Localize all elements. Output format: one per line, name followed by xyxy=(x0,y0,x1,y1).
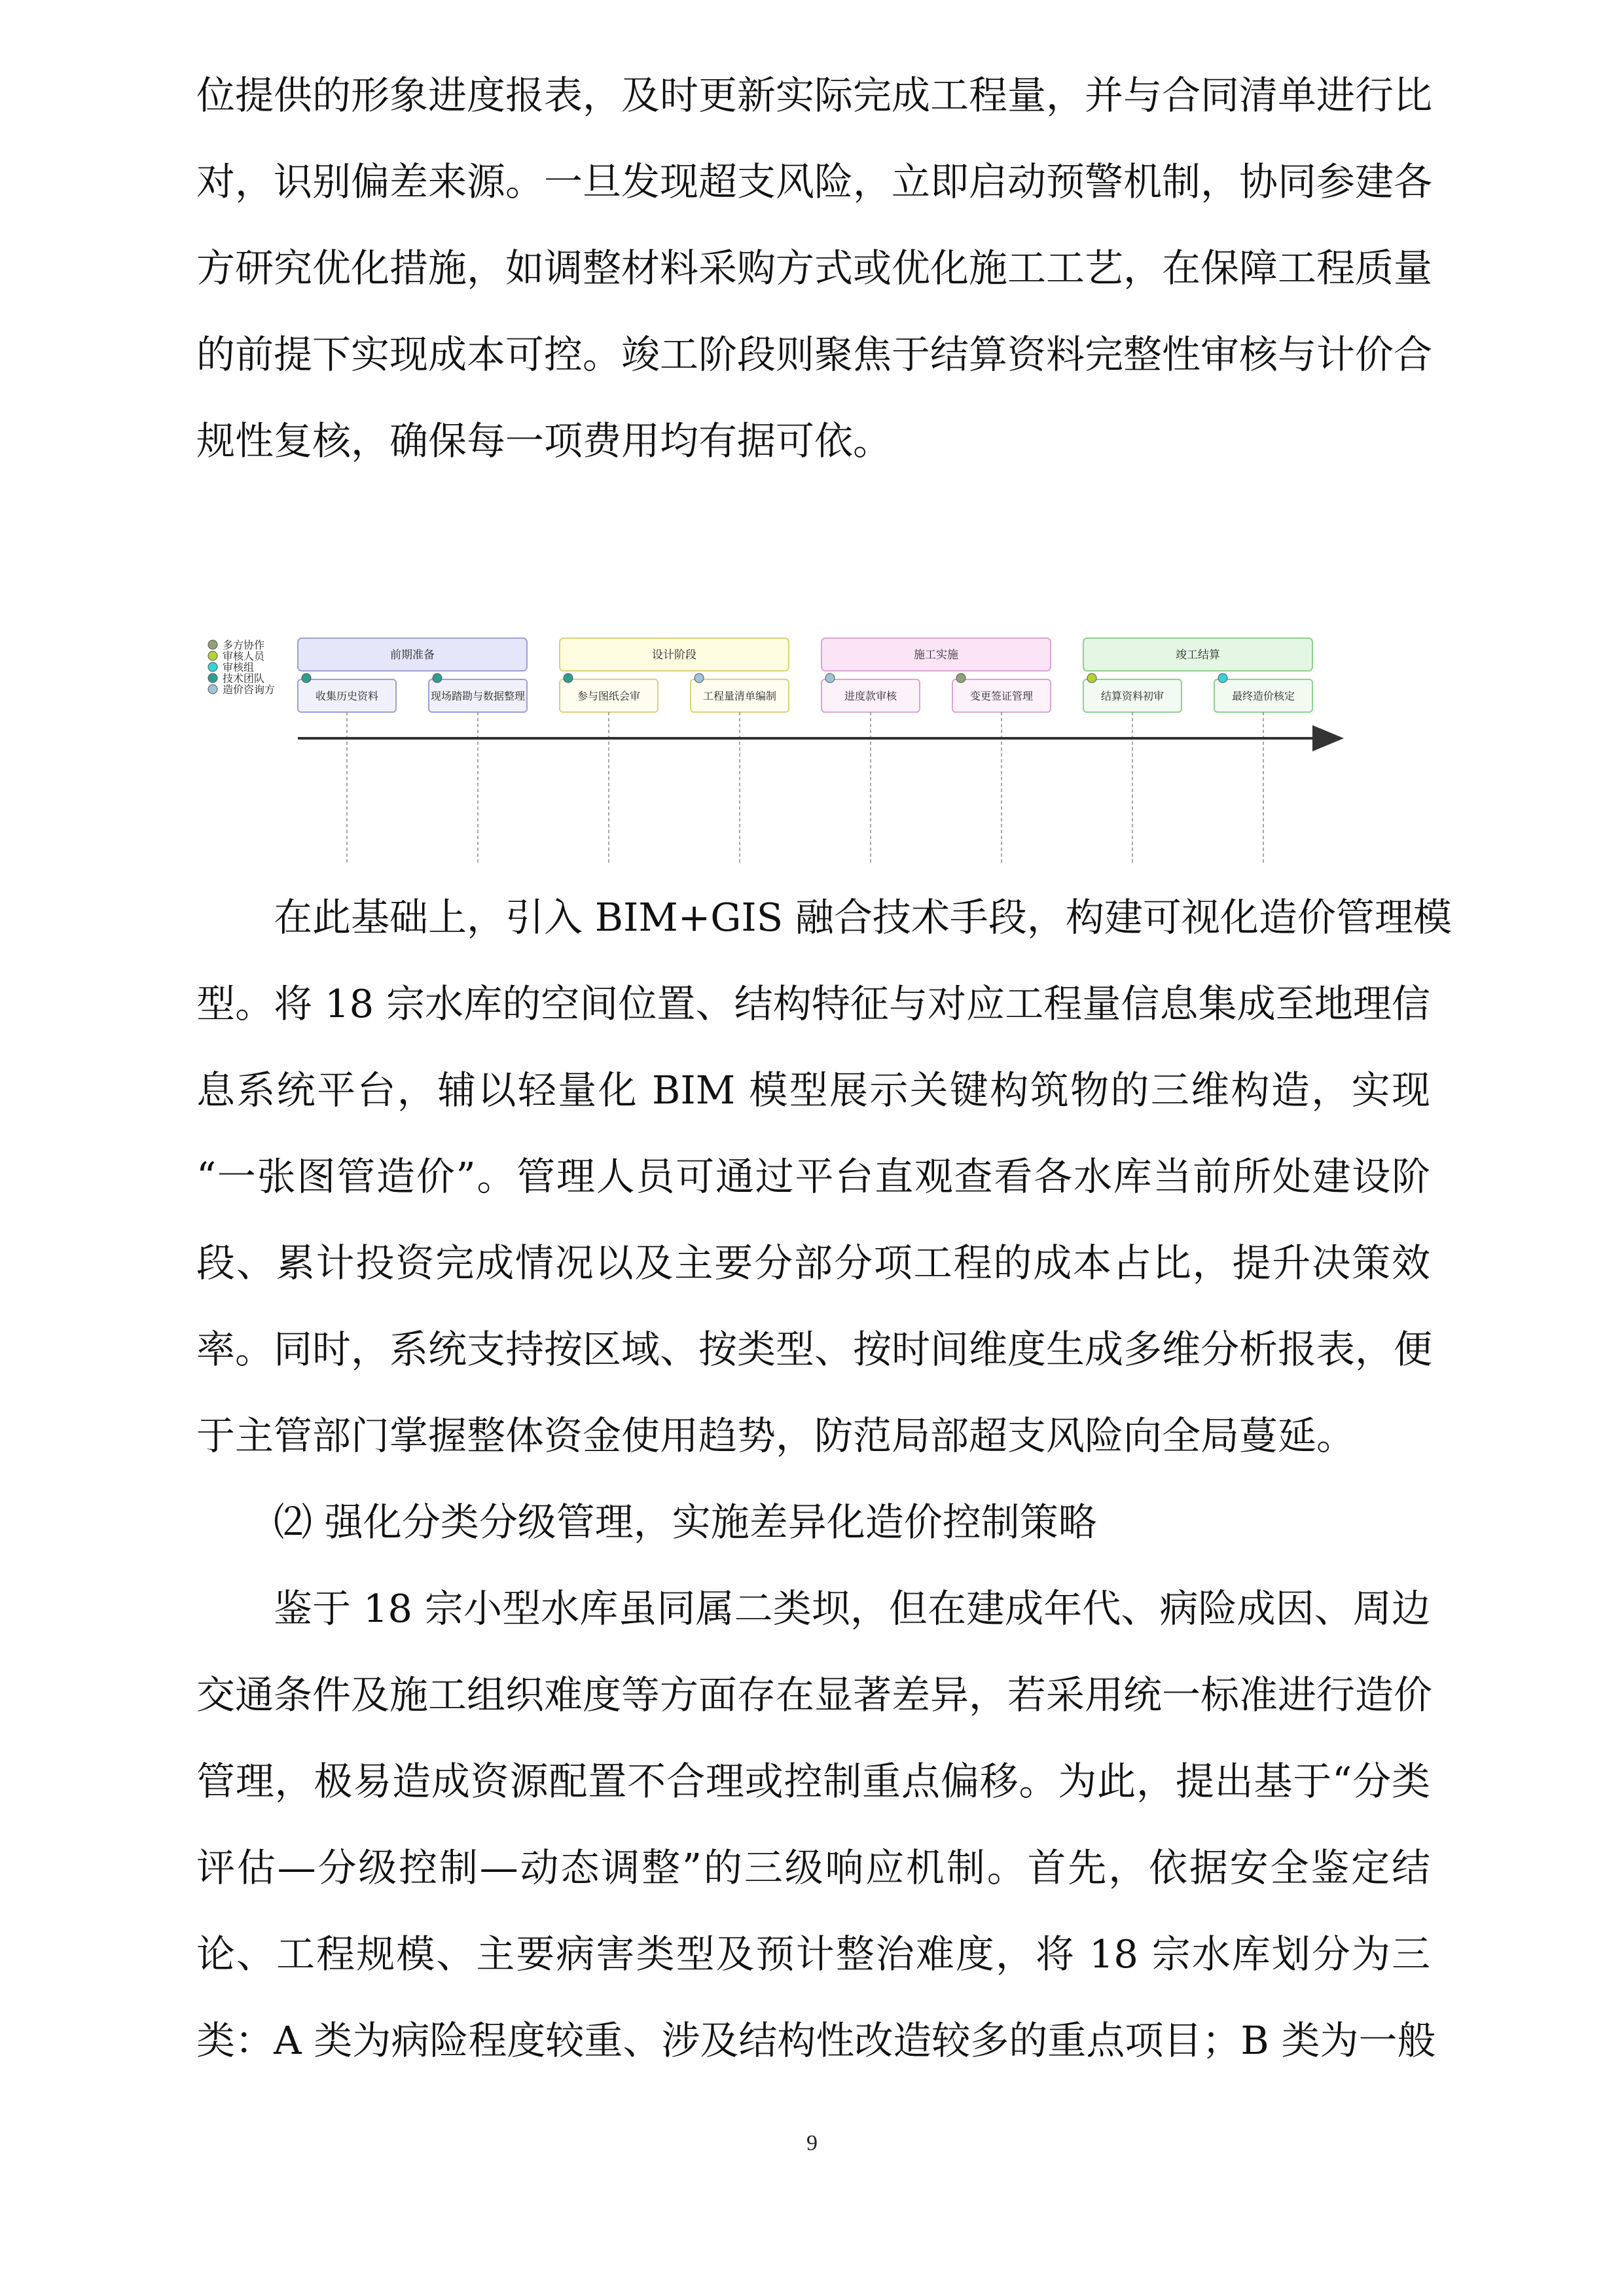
text-line: 位提供的形象进度报表，及时更新实际完成工程量，并与合同清单进行比 xyxy=(196,73,1433,118)
text-line: 的前提下实现成本可控。竣工阶段则聚焦于结算资料完整性审核与计价合 xyxy=(196,332,1433,377)
phase-title: 设计阶段 xyxy=(652,649,696,662)
text-line: 息系统平台，辅以轻量化 BIM 模型展示关键构筑物的三维构造，实现 xyxy=(196,1067,1430,1113)
legend-dot-1 xyxy=(208,651,217,660)
phase-title: 竣工结算 xyxy=(1176,649,1220,662)
task-label: 参与图纸会审 xyxy=(577,690,641,702)
text-line: 于主管部门掌握整体资金使用趋势，防范局部超支风险向全局蔓延。 xyxy=(196,1413,1356,1458)
phase-construction xyxy=(821,638,1051,712)
legend-dot-2 xyxy=(208,662,217,672)
page-number: 9 xyxy=(806,2131,818,2155)
task-label: 进度款审核 xyxy=(844,690,897,702)
task-label: 结算资料初审 xyxy=(1100,690,1164,702)
text-line: 在此基础上，引入 BIM+GIS 融合技术手段，构建可视化造价管理模 xyxy=(274,895,1452,940)
task-dot-2-1 xyxy=(956,673,965,683)
legend-label: 造价咨询方 xyxy=(223,683,276,696)
paragraph-construction-phase xyxy=(196,52,1433,484)
task-dot-1-0 xyxy=(564,673,573,683)
task-label: 工程量清单编制 xyxy=(702,690,777,702)
task-label: 最终造价核定 xyxy=(1231,690,1295,702)
text-line: 交通条件及施工组织难度等方面存在显著差异，若采用统一标准进行造价 xyxy=(196,1672,1433,1717)
legend-label: 技术团队 xyxy=(223,672,265,685)
text-line: 评估—分级控制—动态调整”的三级响应机制。首先，依据安全鉴定结 xyxy=(196,1845,1430,1890)
legend-label: 多方协作 xyxy=(223,639,265,651)
paragraph-bim-gis xyxy=(196,874,1452,1479)
text-line: “一张图管造价”。管理人员可通过平台直观查看各水库当前所处建设阶 xyxy=(196,1154,1430,1199)
phase-title: 施工实施 xyxy=(914,649,958,662)
legend-dot-0 xyxy=(208,640,217,649)
task-label: 现场踏勘与数据整理 xyxy=(430,690,526,702)
task-dot-2-0 xyxy=(825,673,835,683)
cost-management-timeline-figure xyxy=(196,612,1375,874)
task-dot-3-1 xyxy=(1218,673,1227,683)
text-line: 论、工程规模、主要病害类型及预计整治难度，将 18 宗水库划分为三 xyxy=(196,1931,1430,1977)
phase-design xyxy=(560,638,789,712)
text-line: 型。将 18 宗水库的空间位置、结构特征与对应工程量信息集成至地理信 xyxy=(196,981,1430,1026)
text-line: 类：A 类为病险程度较重、涉及结构性改造较多的重点项目；B 类为一般 xyxy=(196,2018,1436,2063)
text-line: 方研究优化措施，如调整材料采购方式或优化施工工艺，在保障工程质量 xyxy=(196,245,1433,291)
phase-preparation xyxy=(298,638,527,712)
section-classification xyxy=(196,1479,1436,2084)
legend xyxy=(208,639,275,696)
text-line: 率。同时，系统支持按区域、按类型、按时间维度生成多维分析报表，便 xyxy=(196,1327,1433,1372)
legend-label: 审核人员 xyxy=(223,650,265,662)
task-label: 收集历史资料 xyxy=(315,690,379,702)
legend-label: 审核组 xyxy=(223,661,255,673)
text-line: 段、累计投资完成情况以及主要分部分项工程的成本占比，提升决策效 xyxy=(196,1240,1430,1285)
task-dot-0-0 xyxy=(302,673,311,683)
section-heading: ⑵ 强化分类分级管理，实施差异化造价控制策略 xyxy=(274,1499,1097,1545)
phase-title: 前期准备 xyxy=(390,649,435,662)
text-line: 管理，极易造成资源配置不合理或控制重点偏移。为此，提出基于“分类 xyxy=(196,1759,1430,1804)
timeline-svg xyxy=(196,612,1375,874)
text-line: 规性复核，确保每一项费用均有据可依。 xyxy=(196,418,892,463)
legend-dot-3 xyxy=(208,673,217,683)
text-line: 对，识别偏差来源。一旦发现超支风险，立即启动预警机制，协同参建各 xyxy=(196,159,1433,204)
legend-dot-4 xyxy=(208,685,217,694)
timeline-drop-lines xyxy=(347,712,1263,864)
task-label: 变更签证管理 xyxy=(969,690,1034,702)
phase-completion xyxy=(1083,638,1312,712)
text-line: 鉴于 18 宗小型水库虽同属二类坝，但在建成年代、病险成因、周边 xyxy=(274,1586,1430,1631)
task-dot-0-1 xyxy=(433,673,442,683)
task-dot-1-1 xyxy=(695,673,704,683)
task-dot-3-0 xyxy=(1087,673,1096,683)
